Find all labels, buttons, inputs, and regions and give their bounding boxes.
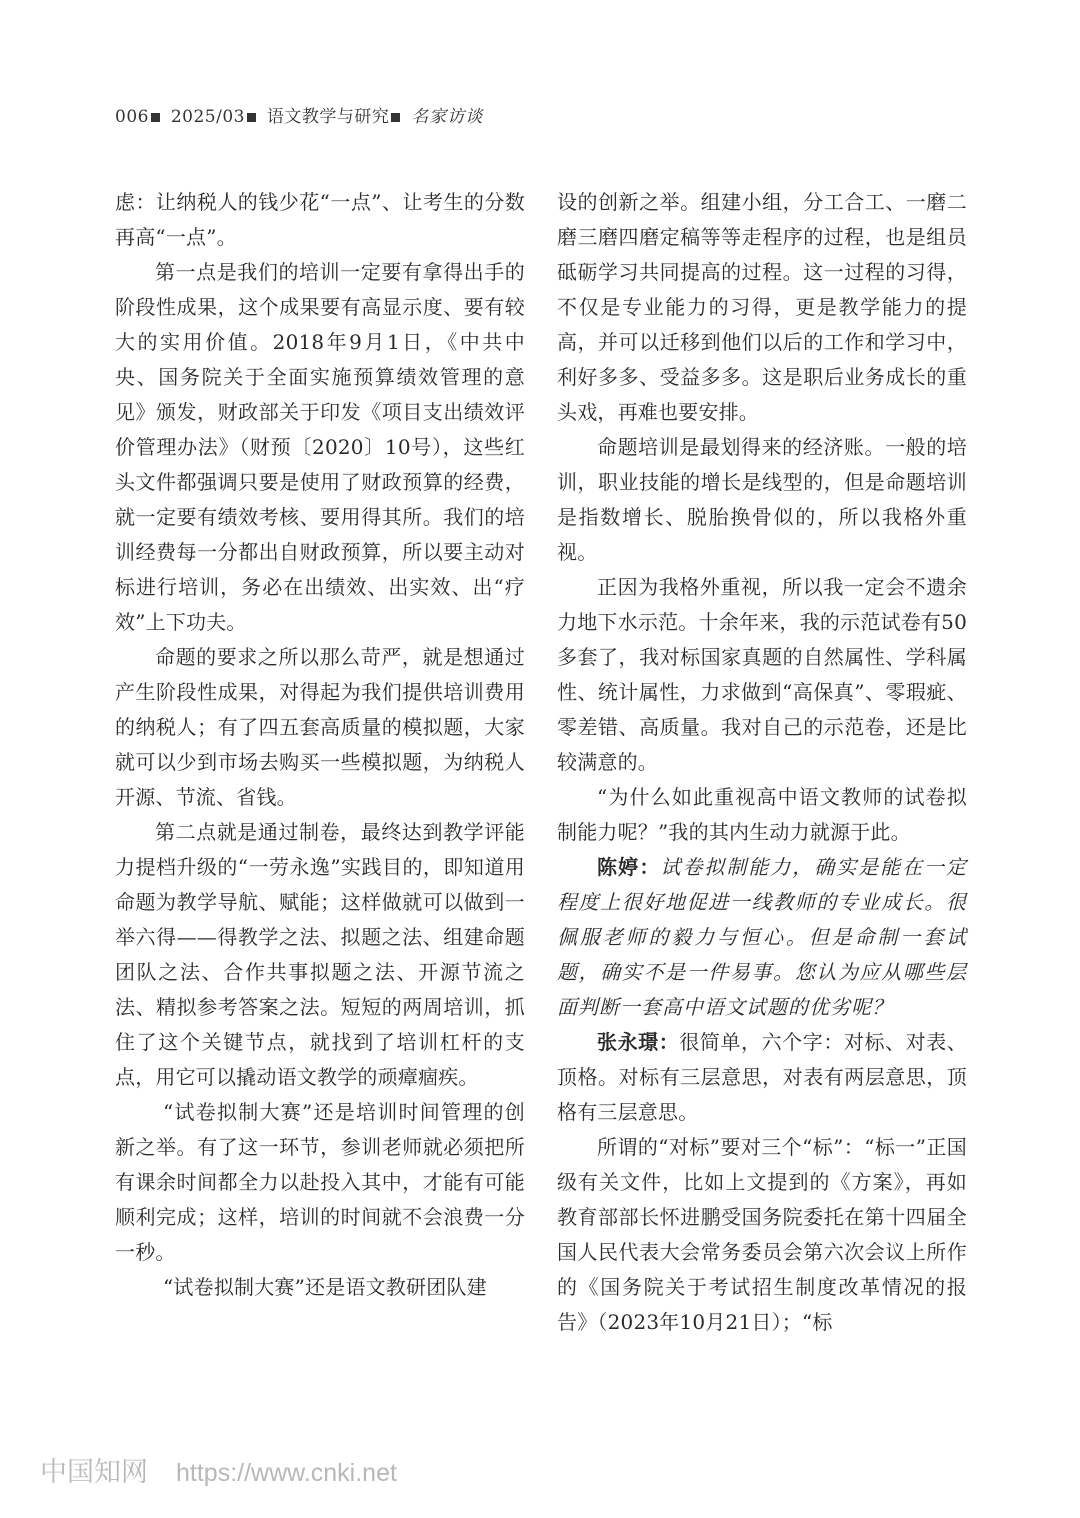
paragraph: 命题的要求之所以那么苛严，就是想通过产生阶段性成果，对得起为我们提供培训费用的纳税人；有了四五套高质量的模拟题，大家就可以少到市场去购买一些模拟题，为纳税人开源、节流、省钱。: [115, 645, 525, 809]
paragraph: “试卷拟制大赛”还是语文教研团队建: [163, 1275, 487, 1299]
paragraph: “为什么如此重视高中语文教师的试卷拟制能力呢？”我的其内生动力就源于此。: [557, 785, 967, 844]
paragraph: 正因为我格外重视，所以我一定会不遗余力地下水示范。十余年来，我的示范试卷有50多套了，我对标国家真题的自然属性、学科属性、统计属性，力求做到“高保真”、零瑕疵、零差错、高质量。我对自己的示范卷，还是比较满意的。: [557, 575, 967, 774]
square-bullet-icon: [247, 113, 256, 122]
speaker-name: 陈婷：: [597, 855, 661, 879]
column-title: 名家访谈: [411, 107, 484, 127]
right-column: [557, 185, 967, 1340]
cnki-watermark: [40, 1450, 397, 1490]
paragraph: 第一点是我们的培训一定要有拿得出手的阶段性成果，这个成果要有高显示度、要有较大的实用价值。2018年9月1日，《中共中央、国务院关于全面实施预算绩效管理的意见》颁发，财政部关于印发《项目支出绩效评价管理办法》（财预〔2020〕10号），这些红头文件都强调只要是使用了财政预算的经费，就一定要有绩效考核、要用得其所。我们的培训经费每一分都出自财政预算，所以要主动对标进行培训，务必在出绩效、出实效、出“疗效”上下功夫。: [115, 260, 525, 634]
paragraph: 第二点就是通过制卷，最终达到教学评能力提档升级的“一劳永逸”实践目的，即知道用命题为教学导航、赋能；这样做就可以做到一举六得——得教学之法、拟题之法、组建命题团队之法、合作共事拟题之法、开源节流之法、精拟参考答案之法。短短的两周培训，抓住了这个关键节点，就找到了培训杠杆的支点，用它可以撬动语文教学的顽瘴痼疾。: [115, 820, 525, 1089]
square-bullet-icon: [151, 113, 160, 122]
paragraph: 虑：让纳税人的钱少花“一点”、让考生的分数再高“一点”。: [115, 190, 525, 249]
question-text: 试卷拟制能力，确实是能在一定程度上很好地促进一线教师的专业成长。很佩服老师的毅力与恒心。但是命制一套试题，确实不是一件易事。您认为应从哪些层面判断一套高中语文试题的优劣呢？: [557, 855, 968, 1019]
journal-title: 语文教学与研究: [266, 107, 390, 127]
watermark-url: https://www.cnki.net: [176, 1459, 397, 1487]
speaker-name: 张永璟：: [597, 1030, 680, 1054]
issue-number: 2025/03: [170, 107, 245, 127]
interviewer-question: [557, 850, 967, 1025]
left-column: [115, 185, 525, 1305]
square-bullet-icon: [391, 113, 400, 122]
watermark-brand: 中国知网: [40, 1457, 148, 1487]
paragraph: 设的创新之举。组建小组，分工合工、一磨二磨三磨四磨定稿等等走程序的过程，也是组员砥砺学习共同提高的过程。这一过程的习得，不仅是专业能力的习得，更是教学能力的提高，并可以迁移到他们以后的工作和学习中，利好多多、受益多多。这是职后业务成长的重头戏，再难也要安排。: [557, 190, 967, 424]
paragraph: “试卷拟制大赛”还是培训时间管理的创新之举。有了这一环节，参训老师就必须把所有课余时间都全力以赴投入其中，才能有可能顺利完成；这样，培训的时间就不会浪费一分一秒。: [115, 1100, 525, 1264]
interviewee-answer: [557, 1025, 967, 1130]
page-number: 006: [115, 107, 149, 127]
paragraph: 命题培训是最划得来的经济账。一般的培训，职业技能的增长是线型的，但是命题培训是指数增长、脱胎换骨似的，所以我格外重视。: [557, 435, 967, 564]
paragraph: 所谓的“对标”要对三个“标”：“标一”正国级有关文件，比如上文提到的《方案》，再如教育部部长怀进鹏受国务院委托在第十四届全国人民代表大会常务委员会第六次会议上所作的《国务院关于考试招生制度改革情况的报告》（2023年10月21日）；“标: [557, 1135, 967, 1334]
running-header: [115, 102, 483, 132]
answer-text: 很简单，六个字：对标、对表、顶格。对标有三层意思，对表有两层意思，顶格有三层意思。: [557, 1030, 967, 1124]
